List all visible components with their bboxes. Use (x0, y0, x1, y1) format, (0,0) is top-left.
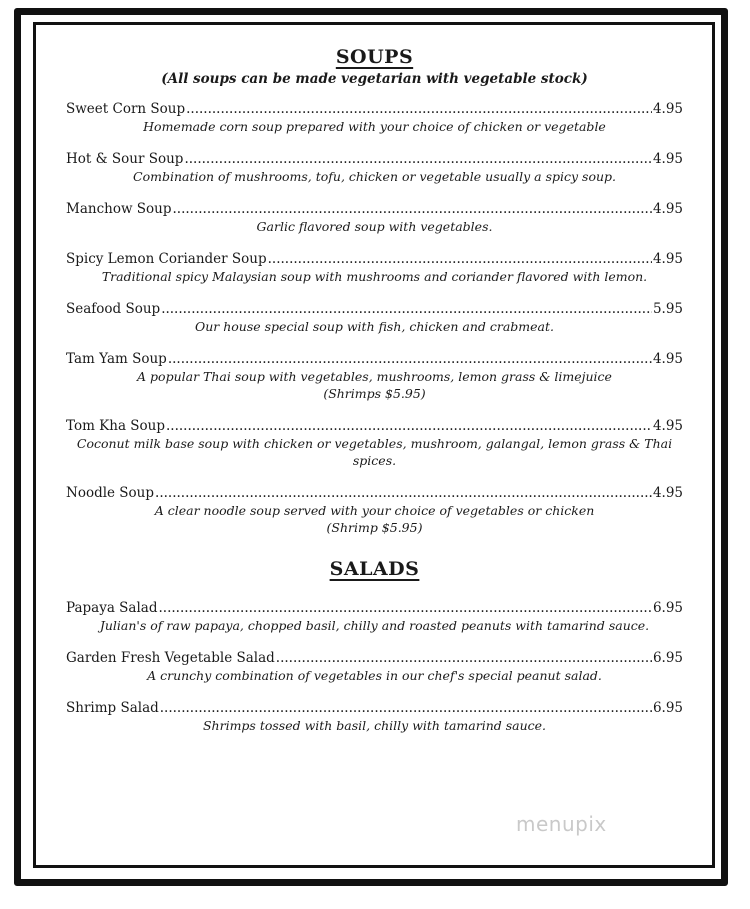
menu-item (66, 418, 683, 469)
salads-heading: SALADS (329, 558, 420, 580)
item-description: Combination of mushrooms, tofu, chicken or vegetable usually a spicy soup. (133, 169, 616, 184)
item-description-extra: (Shrimps $5.95) (323, 386, 426, 401)
leader-dots (184, 151, 651, 168)
item-price: 6.95 (652, 600, 683, 616)
item-price: 4.95 (652, 351, 683, 367)
item-price: 4.95 (652, 251, 683, 267)
item-name: Noodle Soup (66, 485, 155, 501)
item-description: Traditional spicy Malaysian soup with mushrooms and coriander flavored with lemon. (101, 269, 648, 284)
item-description: A popular Thai soup with vegetables, mushrooms, lemon grass & limejuice (137, 369, 612, 384)
leader-dots (268, 251, 652, 268)
leader-dots (161, 301, 652, 318)
item-name: Shrimp Salad (66, 700, 159, 716)
salads-list (66, 600, 683, 734)
menu-content (66, 46, 683, 734)
menu-item (66, 351, 683, 402)
item-name: Tam Yam Soup (66, 351, 167, 367)
leader-dots (173, 201, 652, 218)
menu-item (66, 251, 683, 285)
menupix-watermark: menupix (516, 812, 607, 836)
soups-list (66, 101, 683, 536)
item-description: Coconut milk base soup with chicken or vegetables, mushroom, galangal, lemon grass & Thai (76, 436, 673, 451)
leader-dots (160, 700, 652, 717)
leader-dots (168, 351, 652, 368)
item-name: Papaya Salad (66, 600, 158, 616)
item-name: Seafood Soup (66, 301, 161, 317)
item-price: 4.95 (652, 101, 683, 117)
leader-dots (159, 600, 652, 617)
leader-dots (276, 650, 652, 667)
leader-dots (186, 101, 652, 118)
item-name: Tom Kha Soup (66, 418, 166, 434)
item-name: Manchow Soup (66, 201, 172, 217)
item-name: Spicy Lemon Coriander Soup (66, 251, 267, 267)
item-description: A clear noodle soup served with your choice of vegetables or chicken (154, 503, 595, 518)
item-price: 4.95 (652, 485, 683, 501)
menu-item (66, 101, 683, 135)
item-description: Our house special soup with fish, chicken and crabmeat. (194, 319, 554, 334)
item-price: 4.95 (652, 151, 683, 167)
menu-item (66, 301, 683, 335)
menu-item (66, 151, 683, 185)
menu-item (66, 201, 683, 235)
item-name: Sweet Corn Soup (66, 101, 186, 117)
soups-note: (All soups can be made vegetarian with vegetable stock) (161, 71, 588, 87)
item-price: 6.95 (652, 650, 683, 666)
item-description: Garlic flavored soup with vegetables. (256, 219, 493, 234)
item-description: Julian's of raw papaya, chopped basil, chilly and roasted peanuts with tamarind sauce. (99, 618, 650, 633)
menu-item (66, 700, 683, 734)
item-price: 5.95 (652, 301, 683, 317)
item-name: Hot & Sour Soup (66, 151, 184, 167)
menu-item (66, 600, 683, 634)
item-name: Garden Fresh Vegetable Salad (66, 650, 275, 666)
item-description: Shrimps tossed with basil, chilly with tamarind sauce. (202, 718, 547, 733)
menu-item (66, 650, 683, 684)
leader-dots (155, 485, 652, 502)
leader-dots (166, 418, 652, 435)
item-price: 4.95 (652, 418, 683, 434)
item-description-extra: (Shrimp $5.95) (326, 520, 423, 535)
item-description-extra: spices. (352, 453, 397, 468)
menu-item (66, 485, 683, 536)
soups-heading: SOUPS (335, 46, 414, 68)
item-description: Homemade corn soup prepared with your choice of chicken or vegetable (143, 119, 606, 134)
item-price: 4.95 (652, 201, 683, 217)
item-price: 6.95 (652, 700, 683, 716)
item-description: A crunchy combination of vegetables in our chef's special peanut salad. (147, 668, 602, 683)
